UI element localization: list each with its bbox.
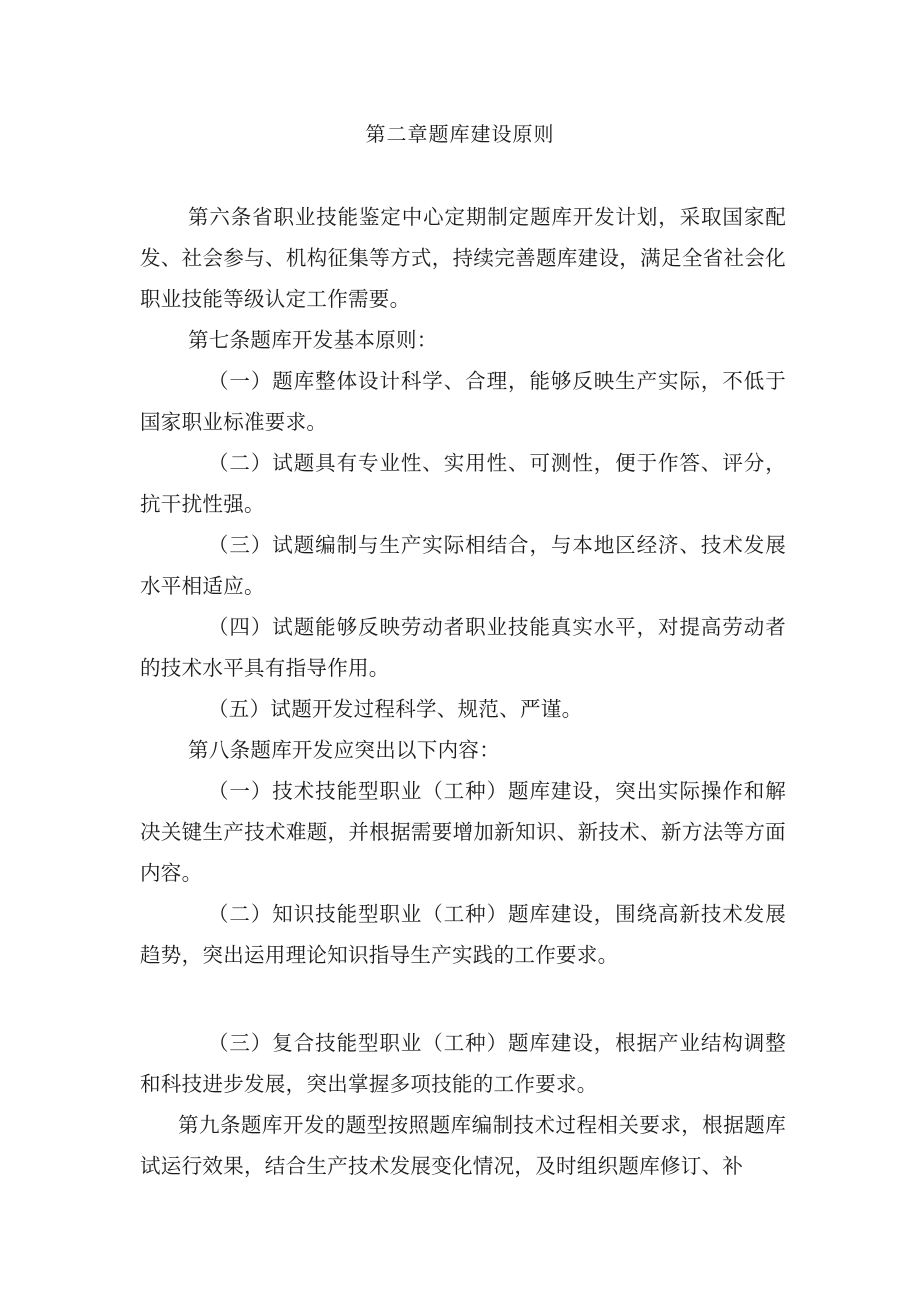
article-9-paragraph: 第九条题库开发的题型按照题库编制技术过程相关要求，根据题库试运行效果，结合生产技术发展变化情况，及时组织题库修订、补 (140, 1113, 786, 1178)
article-7-item-1: （一）题库整体设计科学、合理，能够反映生产实际，不低于国家职业标准要求。 (140, 369, 786, 434)
article-8-heading: 第八条题库开发应突出以下内容： (188, 738, 500, 762)
article-7-item-2: （二）试题具有专业性、实用性、可测性，便于作答、评分，抗干扰性强。 (140, 451, 786, 516)
article-8-item-3: （三）复合技能型职业（工种）题库建设，根据产业结构调整和科技进步发展，突出掌握多项技能的工作要求。 (140, 1031, 786, 1096)
article-8-item-1: （一）技术技能型职业（工种）题库建设，突出实际操作和解决关键生产技术难题，并根据需要增加新知识、新技术、新方法等方面内容。 (140, 779, 786, 885)
article-6-paragraph: 第六条省职业技能鉴定中心定期制定题库开发计划，采取国家配发、社会参与、机构征集等方式，持续完善题库建设，满足全省社会化职业技能等级认定工作需要。 (140, 205, 786, 311)
article-7-item-3: （三）试题编制与生产实际相结合，与本地区经济、技术发展水平相适应。 (140, 533, 786, 598)
article-8-item-2: （二）知识技能型职业（工种）题库建设，围绕高新技术发展趋势，突出运用理论知识指导生产实践的工作要求。 (140, 902, 786, 967)
article-7-heading: 第七条题库开发基本原则： (188, 328, 438, 352)
article-7-item-5: （五）试题开发过程科学、规范、严谨。 (208, 697, 583, 721)
article-7-item-4: （四）试题能够反映劳动者职业技能真实水平，对提高劳动者的技术水平具有指导作用。 (140, 615, 786, 680)
chapter-title: 第二章题库建设原则 (365, 122, 555, 146)
